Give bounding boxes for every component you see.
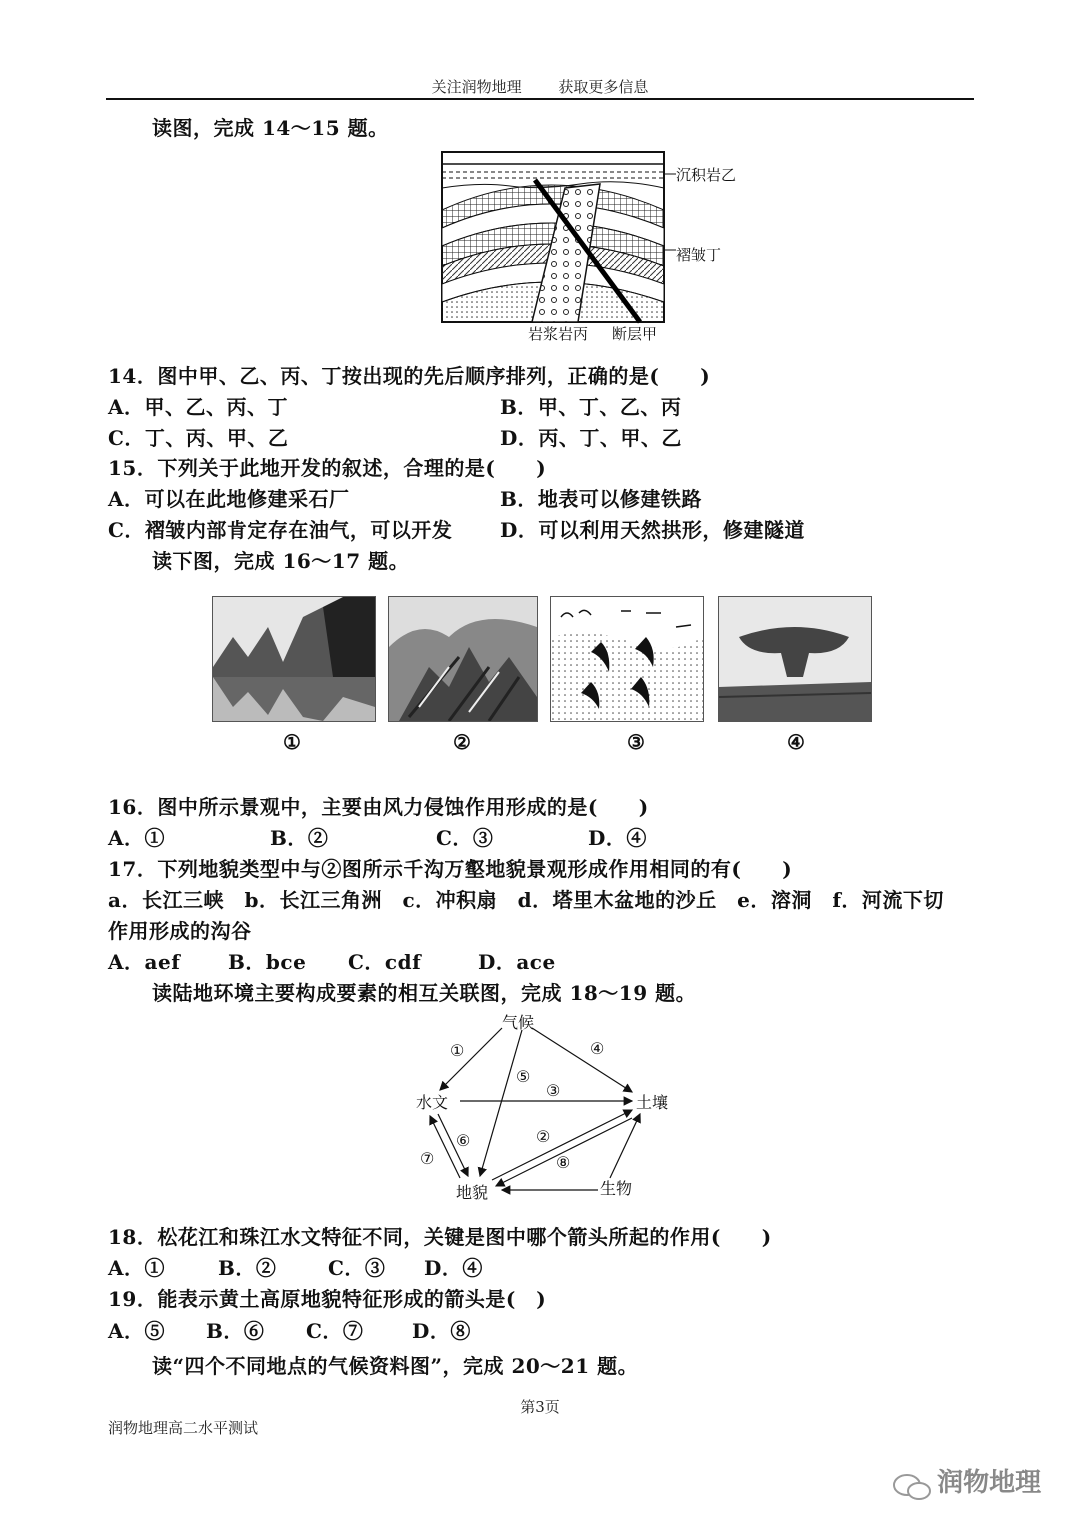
q18-option-a[interactable]: A．① (108, 1256, 166, 1280)
q16-option-c[interactable]: C．③ (436, 826, 494, 850)
q15-option-b[interactable]: B．地表可以修建铁路 (500, 487, 702, 511)
q17-option-b[interactable]: B．bce (228, 950, 307, 974)
photo-karst-landscape (212, 596, 376, 722)
arrow-label-3: ③ (546, 1081, 561, 1100)
q16-option-b[interactable]: B．② (270, 826, 329, 850)
q15-stem: 15．下列关于此地开发的叙述，合理的是( ) (108, 456, 547, 480)
q16-option-a[interactable]: A．① (108, 826, 166, 850)
q19-stem: 19．能表示黄土高原地貌特征形成的箭头是( ) (108, 1287, 547, 1311)
arrow-label-4: ④ (590, 1039, 605, 1058)
q17-choices-line2: 作用形成的沟谷 (108, 919, 252, 943)
q15-option-d[interactable]: D．可以利用天然拱形，修建隧道 (500, 518, 805, 542)
arrow-label-2: ② (536, 1127, 551, 1146)
q19-option-a[interactable]: A．⑤ (108, 1319, 166, 1343)
node-hydrology: 水文 (416, 1093, 449, 1112)
arrow-label-7: ⑦ (420, 1149, 435, 1168)
photo-gully-landscape (388, 596, 538, 722)
intro-14-15: 读图，完成 14～15 题。 (152, 116, 389, 140)
node-biology: 生物 (600, 1179, 633, 1198)
q17-choices-line1: a．长江三峡 b．长江三角洲 c．冲积扇 d．塔里木盆地的沙丘 e．溶洞 f．河流下切 (108, 888, 944, 912)
photo-sand-dunes (550, 596, 704, 722)
header-rule (106, 98, 974, 100)
q19-option-c[interactable]: C．⑦ (306, 1319, 364, 1343)
wechat-icon (892, 1472, 932, 1502)
q19-option-b[interactable]: B．⑥ (206, 1319, 265, 1343)
q18-option-b[interactable]: B．② (218, 1256, 277, 1280)
arrow-label-8: ⑧ (556, 1153, 571, 1172)
intro-20-21: 读“四个不同地点的气候资料图”，完成 20～21 题。 (152, 1354, 639, 1378)
photo-label-2: ② (453, 730, 471, 754)
label-fold: 褶皱丁 (676, 246, 722, 264)
arrow-label-6: ⑥ (456, 1131, 471, 1150)
q14-stem: 14．图中甲、乙、丙、丁按出现的先后顺序排列，正确的是( ) (108, 364, 711, 388)
label-magma-rock: 岩浆岩丙 (528, 325, 589, 342)
q17-option-d[interactable]: D．ace (478, 950, 556, 974)
node-landform: 地貌 (456, 1183, 489, 1202)
intro-16-17: 读下图，完成 16～17 题。 (152, 549, 410, 573)
q16-option-d[interactable]: D．④ (588, 826, 647, 850)
q17-stem: 17．下列地貌类型中与②图所示千沟万壑地貌景观形成作用相同的有( ) (108, 857, 793, 881)
q14-option-a[interactable]: A．甲、乙、丙、丁 (108, 395, 289, 419)
q17-option-c[interactable]: C．cdf (348, 950, 422, 974)
node-soil: 土壤 (636, 1093, 669, 1112)
q19-option-d[interactable]: D．⑧ (412, 1319, 471, 1343)
page-header (0, 76, 1080, 97)
q15-option-c[interactable]: C．褶皱内部肯定存在油气，可以开发 (108, 518, 453, 542)
photo-label-4: ④ (787, 730, 805, 754)
geology-cross-section (440, 150, 740, 342)
footer-title: 润物地理高二水平测试 (108, 1419, 259, 1437)
label-sedimentary-rock: 沉积岩乙 (676, 166, 737, 184)
intro-18-19: 读陆地环境主要构成要素的相互关联图，完成 18～19 题。 (152, 981, 697, 1005)
photo-label-1: ① (283, 730, 301, 754)
q18-stem: 18．松花江和珠江水文特征不同，关键是图中哪个箭头所起的作用( ) (108, 1225, 772, 1249)
label-fault: 断层甲 (612, 325, 658, 342)
header-right: 获取更多信息 (558, 78, 649, 96)
q18-option-d[interactable]: D．④ (424, 1256, 483, 1280)
header-left: 关注润物地理 (431, 78, 522, 96)
photo-label-3: ③ (627, 730, 645, 754)
node-climate: 气候 (502, 1013, 535, 1032)
q17-option-a[interactable]: A．aef (108, 950, 181, 974)
brand-name: 润物地理 (937, 1468, 1042, 1498)
q15-option-a[interactable]: A．可以在此地修建采石厂 (108, 487, 350, 511)
q18-option-c[interactable]: C．③ (328, 1256, 386, 1280)
photo-mushroom-rock (718, 596, 872, 722)
q14-option-c[interactable]: C．丁、丙、甲、乙 (108, 426, 289, 450)
page-number: 第3页 (520, 1398, 560, 1416)
q14-option-d[interactable]: D．丙、丁、甲、乙 (500, 426, 682, 450)
arrow-label-1: ① (450, 1041, 465, 1060)
q16-stem: 16．图中所示景观中，主要由风力侵蚀作用形成的是( ) (108, 795, 649, 819)
q14-option-b[interactable]: B．甲、丁、乙、丙 (500, 395, 682, 419)
brand-watermark (892, 1462, 1041, 1502)
environment-relation-diagram (410, 1008, 680, 1204)
arrow-label-5: ⑤ (516, 1067, 531, 1086)
